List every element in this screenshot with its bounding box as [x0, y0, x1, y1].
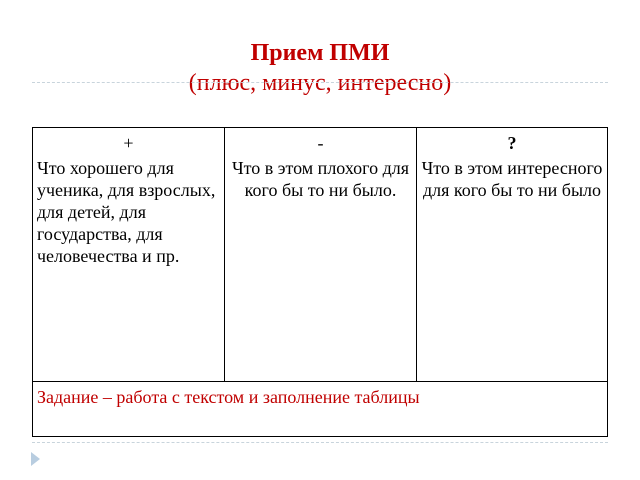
table-row	[33, 128, 608, 382]
divider-line-bottom	[32, 442, 608, 443]
triangle-right-icon[interactable]	[31, 452, 40, 466]
minus-header: -	[317, 133, 324, 153]
interesting-text: Что в этом интересного для кого бы то ни было	[421, 158, 603, 200]
title-subtitle: (плюс, минус, интересно)	[188, 70, 452, 96]
plus-cell	[33, 128, 225, 382]
interesting-header: ?	[507, 133, 517, 153]
task-cell	[33, 382, 608, 437]
slide-title	[0, 38, 640, 98]
plus-text: Что хорошего для ученика, для взрослых, для детей, для государства, для человечества и пр.	[37, 158, 216, 266]
table-row	[33, 382, 608, 437]
minus-text: Что в этом плохого для кого бы то ни было.	[231, 158, 410, 200]
interesting-cell	[417, 128, 608, 382]
title-main: Прием ПМИ	[250, 40, 390, 66]
pmi-table	[32, 127, 608, 437]
minus-cell	[225, 128, 417, 382]
task-text: Задание – работа с текстом и заполнение таблицы	[37, 387, 420, 407]
plus-header: +	[123, 133, 134, 153]
divider-line-top	[32, 82, 608, 83]
